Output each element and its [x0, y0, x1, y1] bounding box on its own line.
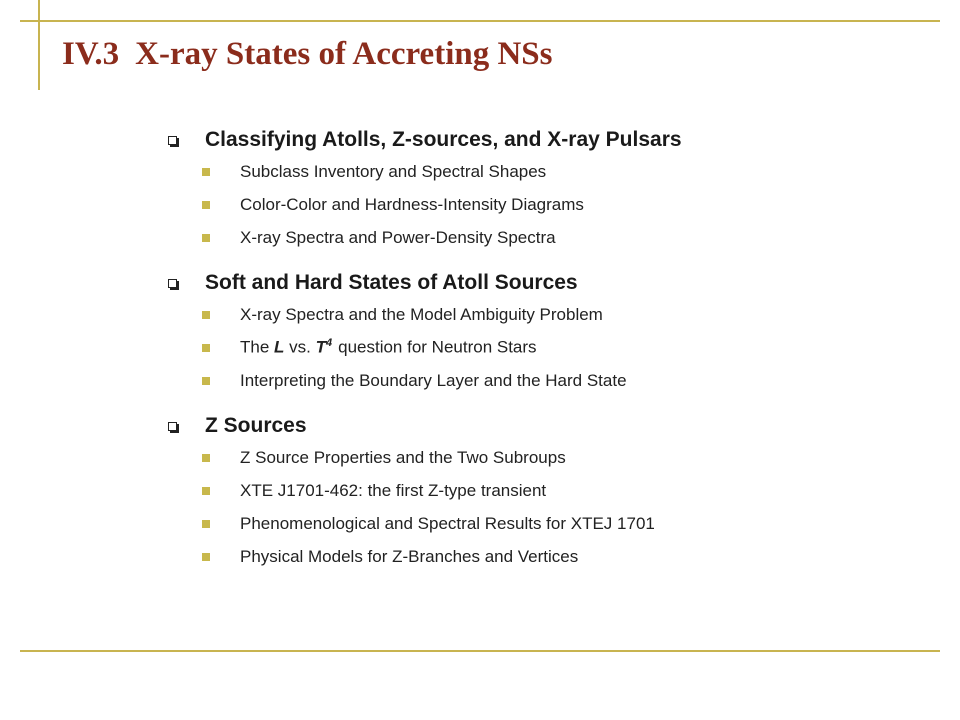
section-items — [166, 441, 866, 573]
item-text-t: T — [315, 337, 326, 357]
slide-title-number: IV.3 — [62, 36, 120, 72]
square-bullet-icon — [202, 553, 210, 561]
list-item — [166, 474, 866, 507]
list-item-text: X-ray Spectra and the Model Ambiguity Problem — [240, 304, 603, 324]
square-bullet-icon — [202, 344, 210, 352]
section-heading — [166, 268, 866, 298]
item-text-l: L — [274, 337, 285, 357]
list-item — [166, 540, 866, 573]
section-heading-text: Soft and Hard States of Atoll Sources — [205, 271, 578, 294]
list-item-text: X-ray Spectra and Power-Density Spectra — [240, 227, 556, 247]
list-item-text: Phenomenological and Spectral Results for XTEJ 1701 — [240, 513, 655, 533]
square-bullet-icon — [202, 168, 210, 176]
square-bullet-icon — [202, 311, 210, 319]
square-bullet-icon — [202, 234, 210, 242]
checkbox-bullet-icon — [168, 279, 177, 288]
list-item-text: Interpreting the Boundary Layer and the Hard State — [240, 370, 627, 390]
list-item — [166, 331, 866, 364]
left-accent-rule — [38, 0, 40, 90]
square-bullet-icon — [202, 520, 210, 528]
slide-title-text: X-ray States of Accreting NSs — [135, 36, 553, 72]
square-bullet-icon — [202, 201, 210, 209]
checkbox-bullet-icon — [168, 422, 177, 431]
list-item-text: Subclass Inventory and Spectral Shapes — [240, 161, 547, 181]
list-item — [166, 221, 866, 254]
list-item-text: Color-Color and Hardness-Intensity Diagrams — [240, 194, 584, 214]
section-heading-text: Classifying Atolls, Z-sources, and X-ray Pulsars — [205, 128, 682, 151]
item-text-superscript: 4 — [325, 337, 333, 350]
list-item — [166, 441, 866, 474]
square-bullet-icon — [202, 487, 210, 495]
item-text-post: question for Neutron Stars — [338, 337, 537, 357]
list-item — [166, 364, 866, 397]
checkbox-bullet-icon — [168, 136, 177, 145]
list-item — [166, 507, 866, 540]
slide-content — [166, 125, 866, 587]
section-items — [166, 155, 866, 254]
list-item-text — [240, 337, 537, 358]
section-z-sources — [166, 411, 866, 573]
list-item — [166, 298, 866, 331]
section-items — [166, 298, 866, 397]
item-text-pre: The — [240, 337, 275, 357]
section-heading — [166, 125, 866, 155]
section-classifying — [166, 125, 866, 254]
item-text-vs: vs. — [284, 337, 316, 357]
bottom-accent-rule — [20, 650, 940, 652]
slide-title — [62, 36, 553, 73]
section-atoll-states — [166, 268, 866, 397]
list-item — [166, 188, 866, 221]
list-item — [166, 155, 866, 188]
list-item-text: Z Source Properties and the Two Subroups — [240, 447, 566, 467]
square-bullet-icon — [202, 377, 210, 385]
list-item-text: Physical Models for Z-Branches and Vertices — [240, 546, 579, 566]
section-heading-text: Z Sources — [205, 414, 307, 437]
square-bullet-icon — [202, 454, 210, 462]
section-heading — [166, 411, 866, 441]
list-item-text: XTE J1701-462: the first Z-type transient — [240, 480, 547, 500]
top-accent-rule — [20, 20, 940, 22]
